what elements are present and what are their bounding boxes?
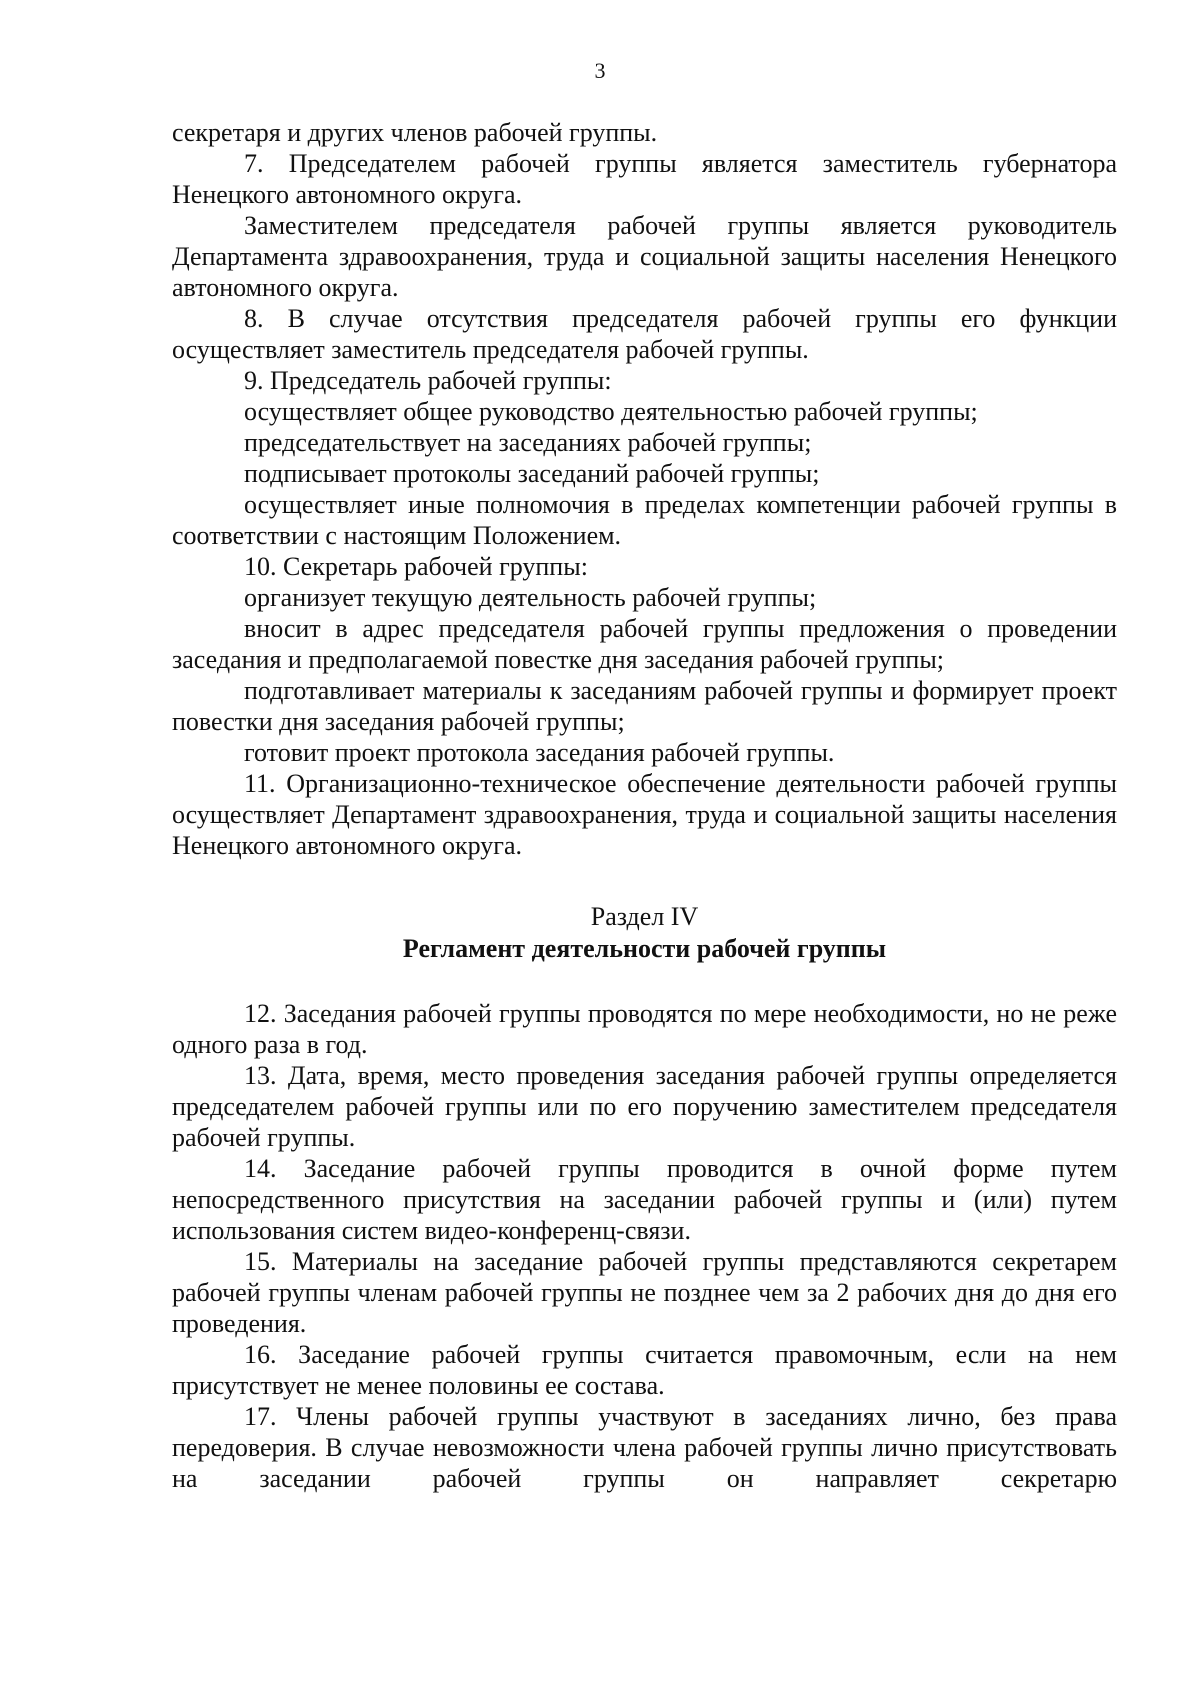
paragraph: 17. Члены рабочей группы участвуют в заседаниях лично, без права передоверия. В случае невозможности члена рабочей группы лично присутствовать на заседании рабочей группы он направляет секретарю (172, 1402, 1117, 1493)
section-title: Регламент деятельности рабочей группы (402, 934, 887, 963)
paragraph: осуществляет общее руководство деятельностью рабочей группы; (244, 397, 978, 426)
paragraph: осуществляет иные полномочия в пределах компетенции рабочей группы в соответствии с настоящим Положением. (172, 490, 1117, 550)
paragraphs-after-section (172, 998, 1117, 1494)
paragraph: 16. Заседание рабочей группы считается правомочным, если на нем присутствует не менее половины ее состава. (172, 1340, 1117, 1400)
section-label: Раздел IV (590, 902, 699, 931)
paragraph: готовит проект протокола заседания рабочей группы. (244, 738, 835, 767)
document-body (172, 117, 1117, 1494)
paragraph: 15. Материалы на заседание рабочей группы представляются секретарем рабочей группы членам рабочей группы не позднее чем за 2 рабочих дня до дня его проведения. (172, 1247, 1117, 1338)
paragraph: 13. Дата, время, место проведения заседания рабочей группы определяется председателем рабочей группы или по его поручению заместителем председателя рабочей группы. (172, 1061, 1117, 1152)
paragraph: 12. Заседания рабочей группы проводятся по мере необходимости, но не реже одного раза в год. (172, 999, 1117, 1059)
paragraph: организует текущую деятельность рабочей группы; (244, 583, 817, 612)
paragraph: вносит в адрес председателя рабочей группы предложения о проведении заседания и предполагаемой повестке дня заседания рабочей группы; (172, 614, 1117, 674)
paragraph: Заместителем председателя рабочей группы является руководитель Департамента здравоохранения, труда и социальной защиты населения Ненецкого автономного округа. (172, 211, 1117, 302)
paragraph: 14. Заседание рабочей группы проводится в очной форме путем непосредственного присутствия на заседании рабочей группы и (или) путем использования систем видео-конференц-связи. (172, 1154, 1117, 1245)
paragraph: 8. В случае отсутствия председателя рабочей группы его функции осуществляет заместитель председателя рабочей группы. (172, 304, 1117, 364)
page-number: 3 (594, 58, 606, 83)
paragraph: 11. Организационно-техническое обеспечение деятельности рабочей группы осуществляет Департамент здравоохранения, труда и социальной защиты населения Ненецкого автономного округа. (172, 769, 1117, 860)
paragraph: подготавливает материалы к заседаниям рабочей группы и формирует проект повестки дня заседания рабочей группы; (172, 676, 1117, 736)
paragraph: 10. Секретарь рабочей группы: (244, 552, 588, 581)
paragraphs-before-section (172, 117, 1117, 861)
paragraph: подписывает протоколы заседаний рабочей группы; (244, 459, 820, 488)
paragraph: 7. Председателем рабочей группы является заместитель губернатора Ненецкого автономного округа. (172, 149, 1117, 209)
paragraph: председательствует на заседаниях рабочей группы; (244, 428, 812, 457)
paragraph: секретаря и других членов рабочей группы. (172, 118, 658, 147)
paragraph: 9. Председатель рабочей группы: (244, 366, 612, 395)
